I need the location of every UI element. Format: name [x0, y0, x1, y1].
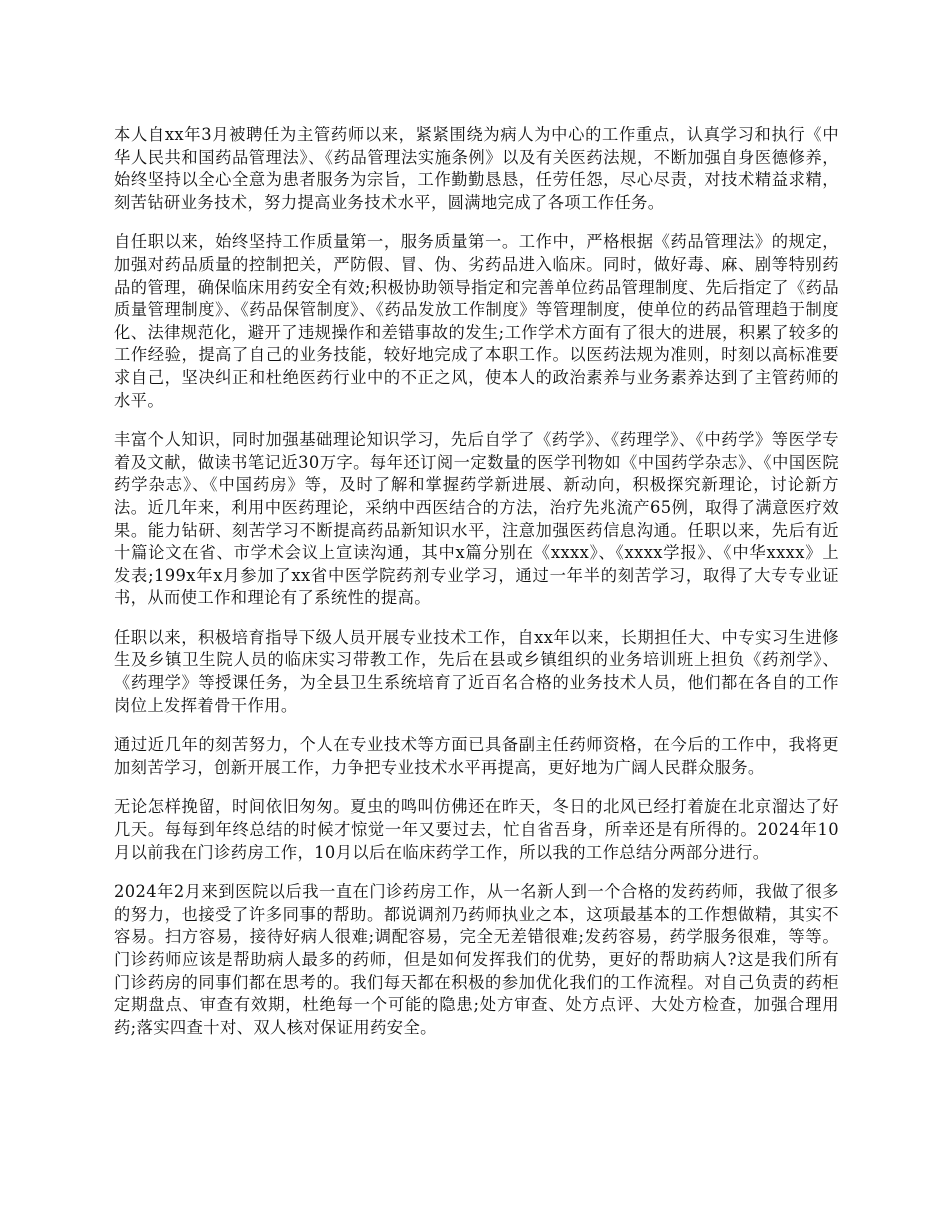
paragraph-4: 任职以来，积极培育指导下级人员开展专业技术工作，自xx年以来，长期担任大、中专实习生进修生及乡镇卫生院人员的临床实习带教工作，先后在县或乡镇组织的业务培训班上担负《药剂学》、《药理学》等授课任务，为全县卫生系统培育了近百名合格的业务技术人员，他们都在各自的工作岗位上发挥着骨干作用。	[114, 627, 839, 715]
paragraph-5: 通过近几年的刻苦努力，个人在专业技术等方面已具备副主任药师资格，在今后的工作中，我将更加刻苦学习，创新开展工作，力争把专业技术水平再提高，更好地为广阔人民群众服务。	[114, 735, 839, 777]
document-body	[114, 124, 839, 1056]
paragraph-3: 丰富个人知识，同时加强基础理论知识学习，先后自学了《药学》、《药理学》、《中药学》等医学专着及文献，做读书笔记近30万字。每年还订阅一定数量的医学刊物如《中国药学杂志》、《中国医院药学杂志》、《中国药房》等，及时了解和掌握药学新进展、新动向，积极探究新理论，讨论新方法。近几年来，利用中医药理论，采纳中西医结合的方法，治疗先兆流产65例，取得了满意医疗效果。能力钻研、刻苦学习不断提高药品新知识水平，注意加强医药信息沟通。任职以来，先后有近十篇论文在省、市学术会议上宣读沟通，其中x篇分别在《xxxx》、《xxxx学报》、《中华xxxx》上发表;199x年x月参加了xx省中医学院药剂专业学习，通过一年半的刻苦学习，取得了大专专业证书，从而使工作和理论有了系统性的提高。	[114, 430, 839, 608]
paragraph-2: 自任职以来，始终坚持工作质量第一，服务质量第一。工作中，严格根据《药品管理法》的规定，加强对药品质量的控制把关，严防假、冒、伪、劣药品进入临床。同时，做好毒、麻、剧等特别药品的管理，确保临床用药安全有效;积极协助领导指定和完善单位药品管理制度、先后指定了《药品质量管理制度》、《药品保管制度》、《药品发放工作制度》等管理制度，使单位的药品管理趋于制度化、法律规范化，避开了违规操作和差错事故的发生;工作学术方面有了很大的进展，积累了较多的工作经验，提高了自己的业务技能，较好地完成了本职工作。以医药法规为准则，时刻以高标准要求自己，坚决纠正和杜绝医药行业中的不正之风，使本人的政治素养与业务素养达到了主管药师的水平。	[114, 232, 839, 410]
paragraph-1: 本人自xx年3月被聘任为主管药师以来，紧紧围绕为病人为中心的工作重点，认真学习和执行《中华人民共和国药品管理法》、《药品管理法实施条例》以及有关医药法规，不断加强自身医德修养，始终坚持以全心全意为患者服务为宗旨，工作勤勤恳恳，任劳任怨，尽心尽责，对技术精益求精，刻苦钻研业务技术，努力提高业务技术水平，圆满地完成了各项工作任务。	[114, 125, 839, 212]
paragraph-7: 2024年2月来到医院以后我一直在门诊药房工作，从一名新人到一个合格的发药药师，我做了很多的努力，也接受了许多同事的帮助。都说调剂乃药师执业之本，这项最基本的工作想做精，其实不容易。扫方容易，接待好病人很难;调配容易，完全无差错很难;发药容易，药学服务很难，等等。门诊药师应该是帮助病人最多的药师，但是如何发挥我们的优势，更好的帮助病人?这是我们所有门诊药房的同事们都在思考的。我们每天都在积极的参加优化我们的工作流程。对自己负责的药柜定期盘点、审查有效期，杜绝每一个可能的隐患;处方审查、处方点评、大处方检查，加强合理用药;落实四查十对、双人核对保证用药安全。	[114, 882, 839, 1037]
paragraph-6: 无论怎样挽留，时间依旧匆匆。夏虫的鸣叫仿佛还在昨天，冬日的北风已经打着旋在北京溜达了好几天。每每到年终总结的时候才惊觉一年又要过去，忙自省吾身，所幸还是有所得的。2024年10月以前我在门诊药房工作，10月以后在临床药学工作，所以我的工作总结分两部分进行。	[114, 797, 839, 862]
